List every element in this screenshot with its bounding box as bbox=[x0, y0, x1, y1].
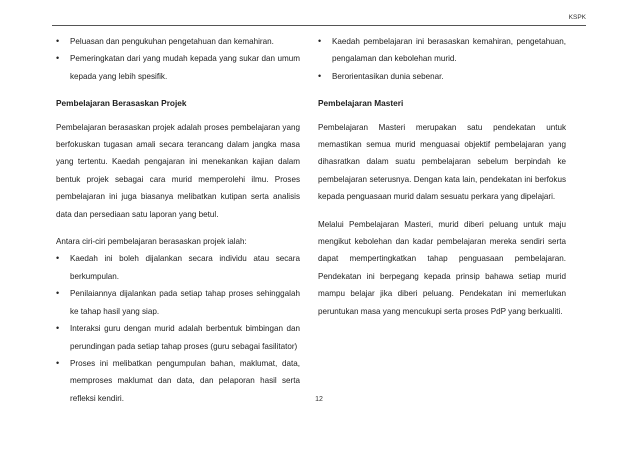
left-top-bullet-list bbox=[56, 33, 300, 85]
masteri-paragraph-1: Pembelajaran Masteri merupakan satu pendekatan untuk memastikan semua murid menguasai objektif pembelajaran yang dihasratkan dalam suatu pembelajaran sebelum berpindah ke pembelajaran seterusnya. Dengan kata lain, pendekatan ini berfokus kepada penguasaan murid dalam sesuatu perkara yang dipelajari. bbox=[318, 122, 566, 202]
left-column bbox=[56, 33, 300, 407]
masteri-paragraph-2: Melalui Pembelajaran Masteri, murid diberi peluang untuk maju mengikut kebolehan dan kadar pembelajaran mereka sendiri serta dapat mempertingkatkan tahap penguasaan pembelajaran. Pendekatan ini berpegang kepada prinsip bahawa setiap murid mampu belajar jika diberi peluang. Pendekatan ini memerlukan peruntukan masa yang mencukupi serta proses PdP yang berkualiti. bbox=[318, 219, 566, 316]
feature-item: • Interaksi guru dengan murid adalah berbentuk bimbingan dan perundingan pada setiap tahap proses (guru sebagai fasilitator) bbox=[56, 320, 300, 355]
section-paragraph-projek: Pembelajaran berasaskan projek adalah proses pembelajaran yang berfokuskan tugasan amali secara terancang dalam jangka masa yang tertentu. Kaedah pengajaran ini menekankan kajian dalam bentuk projek sebagai cara murid memperolehi ilmu. Proses pembelajaran ini juga biasanya melibatkan kutipan serta analisis data dan persediaan satu laporan yang betul. bbox=[56, 122, 300, 219]
section-heading-masteri: Pembelajaran Masteri bbox=[318, 98, 404, 109]
section-heading-projek: Pembelajaran Berasaskan Projek bbox=[56, 98, 187, 109]
feature-item: • Kaedah ini boleh dijalankan secara individu atau secara berkumpulan. bbox=[56, 250, 300, 285]
right-column bbox=[318, 33, 566, 320]
feature-item: • Proses ini melibatkan pengumpulan bahan, maklumat, data, memproses maklumat dan data, dan pelaporan hasil serta refleksi kendiri. bbox=[56, 355, 300, 407]
header-rule bbox=[52, 25, 586, 26]
left-top-bullet: • Peluasan dan pengukuhan pengetahuan dan kemahiran. bbox=[56, 33, 300, 50]
page-number: 12 bbox=[315, 396, 323, 403]
right-top-bullet-list bbox=[318, 33, 566, 85]
header-code: KSPK bbox=[568, 14, 586, 21]
left-top-bullet: • Pemeringkatan dari yang mudah kepada yang sukar dan umum kepada yang lebih spesifik. bbox=[56, 50, 300, 85]
features-intro: Antara ciri-ciri pembelajaran berasaskan projek ialah: bbox=[56, 237, 247, 247]
right-top-bullet: • Berorientasikan dunia sebenar. bbox=[318, 68, 566, 85]
features-list bbox=[56, 250, 300, 407]
right-top-bullet: • Kaedah pembelajaran ini berasaskan kemahiran, pengetahuan, pengalaman dan kebolehan murid. bbox=[318, 33, 566, 68]
feature-item: • Penilaiannya dijalankan pada setiap tahap proses sehinggalah ke tahap hasil yang siap. bbox=[56, 285, 300, 320]
